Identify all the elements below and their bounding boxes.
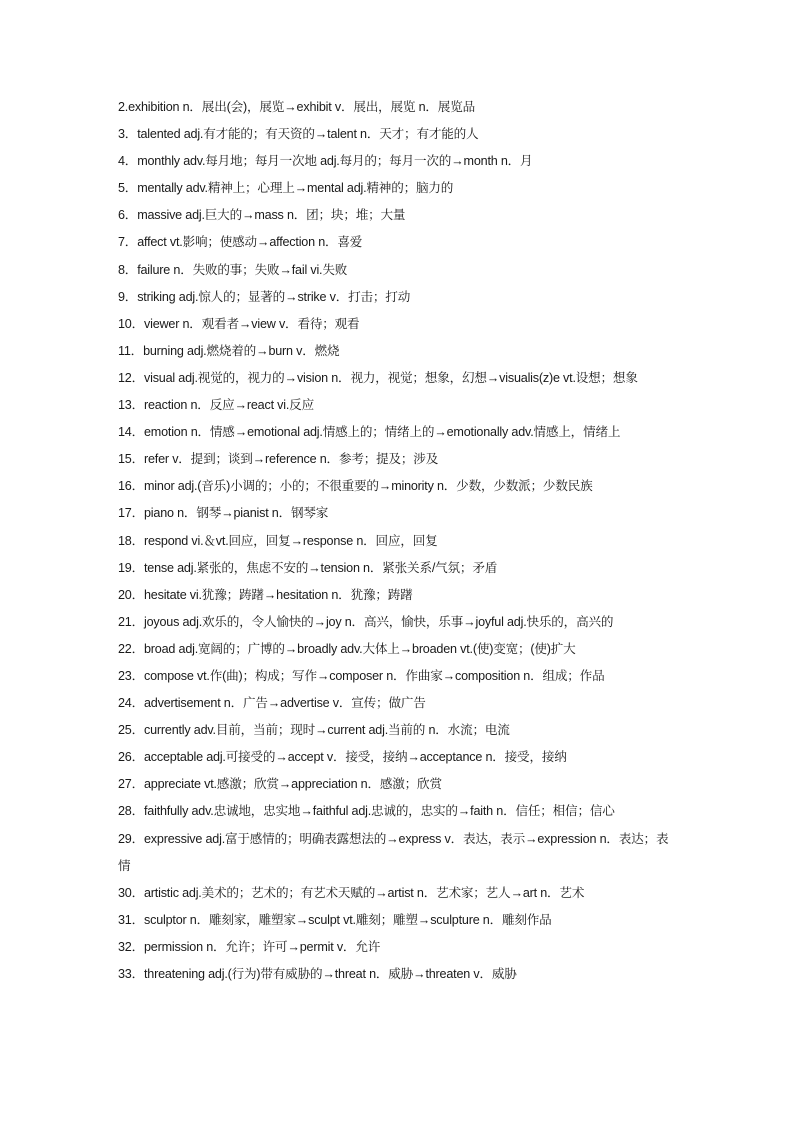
vocab-entry: 23．compose vt.作(曲)；构成；写作→composer n．作曲家→composition n．组成；作品 [118,668,605,683]
vocab-entry: 18．respond vi.＆vt.回应，回复→response n．回应，回复 [118,533,438,548]
vocab-entry: 32．permission n．允许；许可→permit v．允许 [118,939,381,954]
vocabulary-list [118,94,680,988]
vocab-entry: 29．expressive adj.富于感情的；明确表露想法的→express v．表达，表示→expression n．表达；表情 [118,831,669,873]
vocab-entry: 11．burning adj.燃烧着的→burn v．燃烧 [118,343,340,358]
vocab-entry: 26．acceptable adj.可接受的→accept v．接受，接纳→acceptance n．接受，接纳 [118,750,567,765]
vocab-entry: 30．artistic adj.美术的；艺术的；有艺术天赋的→artist n．艺术家；艺人→art n．艺术 [118,885,585,900]
vocab-entry: 10．viewer n．观看者→view v．看待；观看 [118,316,360,331]
vocab-entry: 17．piano n．钢琴→pianist n．钢琴家 [118,506,329,521]
vocab-entry: 7．affect vt.影响；使感动→affection n．喜爱 [118,235,363,250]
vocab-entry: 14．emotion n．情感→emotional adj.情感上的；情绪上的→emotionally adv.情感上，情绪上 [118,425,621,440]
vocab-entry: 16．minor adj.(音乐)小调的；小的；不很重要的→minority n．少数，少数派；少数民族 [118,479,593,494]
vocab-entry: 6．massive adj.巨大的→mass n．团；块；堆；大量 [118,208,406,223]
vocab-entry: 19．tense adj.紧张的，焦虑不安的→tension n．紧张关系/气氛；矛盾 [118,560,498,575]
vocab-entry: 5．mentally adv.精神上；心理上→mental adj.精神的；脑力的 [118,181,454,196]
vocab-entry: 8．failure n．失败的事；失败→fail vi.失败 [118,262,348,277]
vocab-entry: 31．sculptor n．雕刻家，雕塑家→sculpt vt.雕刻；雕塑→sculpture n．雕刻作品 [118,912,552,927]
vocab-entry: 33．threatening adj.(行为)带有威胁的→threat n．威胁→threaten v．威胁 [118,967,517,981]
vocab-entry: 21．joyous adj.欢乐的，令人愉快的→joy n．高兴，愉快，乐事→joyful adj.快乐的，高兴的 [118,614,614,629]
vocab-entry: 28．faithfully adv.忠诚地，忠实地→faithful adj.忠诚的，忠实的→faith n．信任；相信；信心 [118,804,615,819]
vocab-entry: 9．striking adj.惊人的；显著的→strike v．打击；打动 [118,289,411,304]
vocab-entry: 3．talented adj.有才能的；有天资的→talent n．天才；有才能的人 [118,127,479,142]
vocab-entry: 2.exhibition n．展出(会)，展览→exhibit v．展出，展览 n．展览品 [118,100,475,114]
vocab-entry: 12．visual adj.视觉的，视力的→vision n．视力，视觉；想象，幻想→visualis(z)e vt.设想；想象 [118,370,638,385]
vocab-entry: 27．appreciate vt.感激；欣赏→appreciation n．感激；欣赏 [118,777,442,792]
vocab-entry: 15．refer v．提到；谈到→reference n．参考；提及；涉及 [118,452,439,467]
vocab-entry: 25．currently adv.目前，当前；现时→current adj.当前的 n．水流；电流 [118,723,510,738]
vocab-entry: 22．broad adj.宽阔的；广博的→broadly adv.大体上→broaden vt.(使)变宽；(使)扩大 [118,641,576,656]
vocab-entry: 4．monthly adv.每月地；每月一次地 adj.每月的；每月一次的→month n．月 [118,154,533,169]
vocab-entry: 20．hesitate vi.犹豫；踌躇→hesitation n．犹豫；踌躇 [118,587,413,602]
vocab-entry: 13．reaction n．反应→react vi.反应 [118,398,314,413]
vocab-entry: 24．advertisement n．广告→advertise v．宣传；做广告 [118,696,426,711]
